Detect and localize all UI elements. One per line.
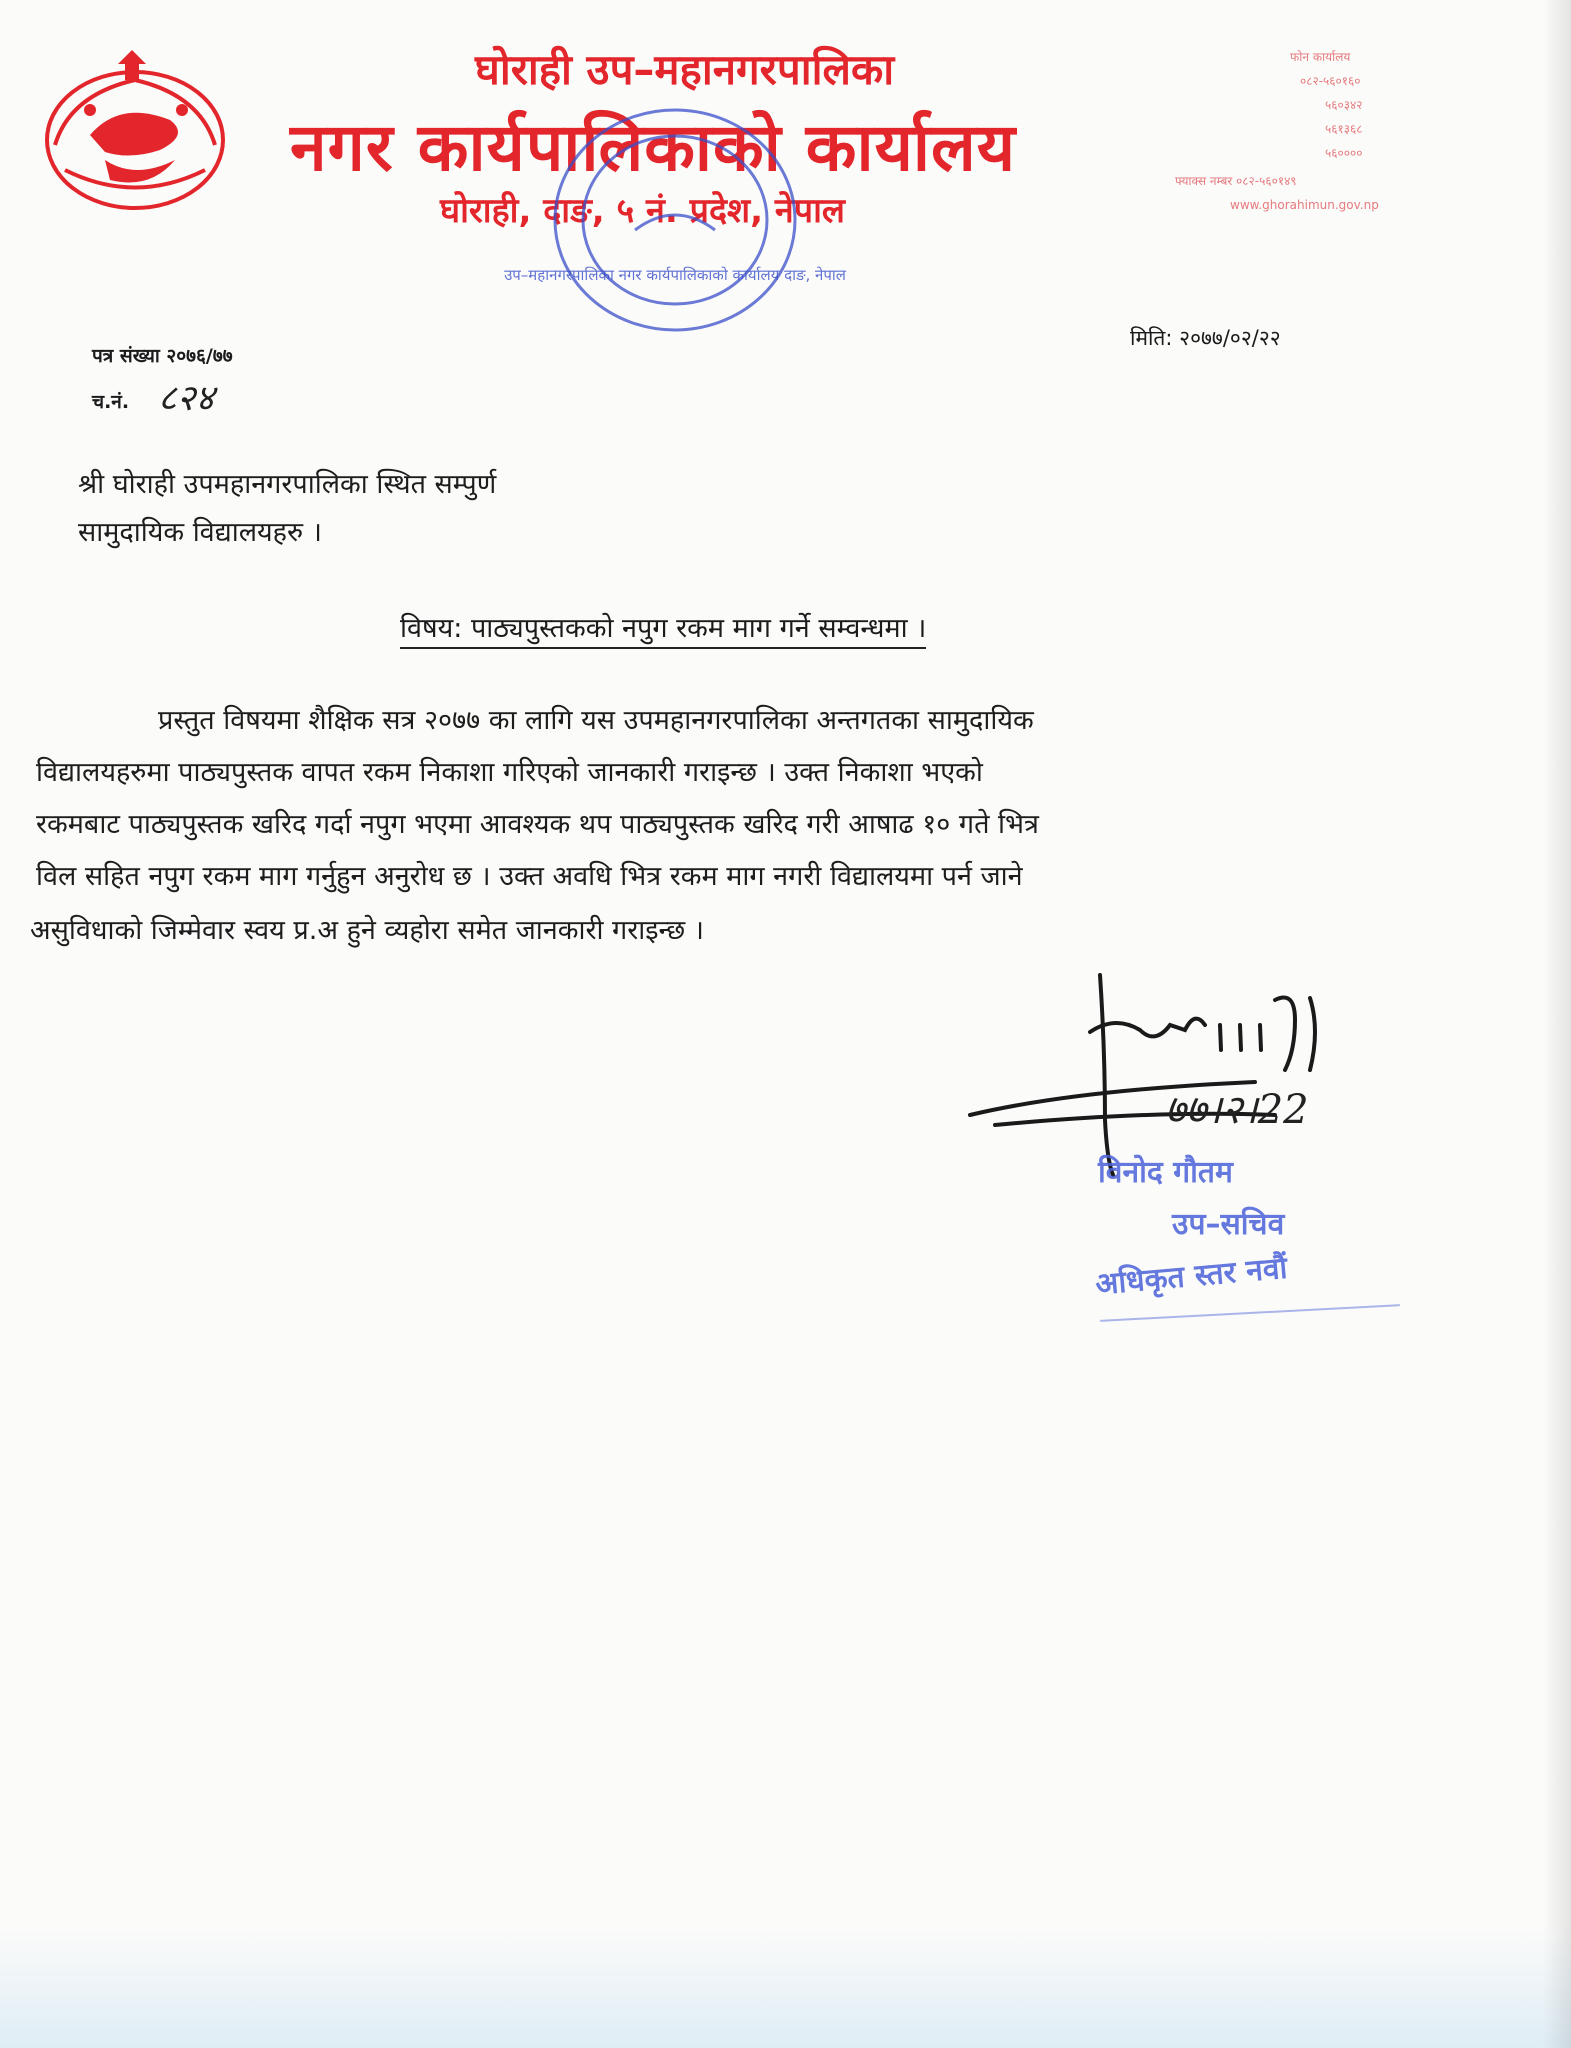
office-title: नगर कार्यपालिकाको कार्यालय — [290, 109, 1016, 186]
dispatch-label: च.नं. — [92, 391, 130, 413]
body-line: रकमबाट पाठ्यपुस्तक खरिद गर्दा नपुग भएमा आवश्यक थप पाठ्यपुस्तक खरिद गरी आषाढ १० गते भित्र — [36, 809, 1039, 840]
stamp-level: अधिकृत स्तर नवौं — [1094, 1250, 1289, 1303]
body-line: असुविधाको जिम्मेवार स्वय प्र.अ हुने व्यहोरा समेत जानकारी गराइन्छ । — [30, 915, 705, 946]
org-name-line: घोराही उप–महानगरपालिका — [475, 45, 895, 94]
phone-label: फोन कार्यालय — [1290, 50, 1351, 64]
signature-date-handwritten: ७७।२।22 — [1165, 1087, 1309, 1133]
stamp-name: विनोद गौतम — [1098, 1155, 1233, 1190]
subject-line: विषय: पाठ्यपुस्तकको नपुग रकम माग गर्ने सम्वन्धमा । — [400, 608, 926, 649]
stamp-underline — [1100, 1304, 1400, 1322]
fax-line: फ्याक्स नम्बर ०८२-५६०१४९ — [1175, 174, 1297, 188]
phone-number: ५६१३६८ — [1325, 122, 1363, 136]
scan-edge-tint — [0, 1928, 1571, 2048]
body-line: विल सहित नपुग रकम माग गर्नुहुन अनुरोध छ । उक्त अवधि भित्र रकम माग नगरी विद्यालयमा पर्न जाने — [36, 861, 1023, 892]
stamp-title: उप–सचिव — [1172, 1207, 1285, 1242]
recipient-line: श्री घोराही उपमहानगरपालिका स्थित सम्पुर्ण — [78, 469, 497, 500]
seal-text: उप–महानगरपालिका नगर कार्यपालिकाको कार्यालय दाङ, नेपाल — [504, 266, 846, 284]
letter-number: पत्र संख्या २०७६/७७ — [92, 345, 233, 367]
body-line: प्रस्तुत विषयमा शैक्षिक सत्र २०७७ का लागि यस उपमहानगरपालिका अन्तगतका सामुदायिक — [158, 705, 1034, 736]
recipient-line: सामुदायिक विद्यालयहरु । — [78, 517, 322, 548]
address-line: घोराही, दाङ, ५ नं. प्रदेश, नेपाल — [440, 191, 845, 231]
dispatch-number-handwritten: ८२४ — [158, 378, 215, 419]
body-line: विद्यालयहरुमा पाठ्यपुस्तक वापत रकम निकाशा गरिएको जानकारी गराइन्छ । उक्त निकाशा भएको — [36, 757, 983, 788]
phone-number: ५६०३४२ — [1325, 98, 1363, 112]
website-url: www.ghorahimun.gov.np — [1230, 198, 1379, 212]
phone-number: ५६०००० — [1325, 146, 1363, 160]
scan-edge-shadow — [1543, 0, 1571, 2048]
nepal-emblem-icon — [30, 40, 240, 220]
letter-date: मिति: २०७७/०२/२२ — [1130, 326, 1281, 350]
office-seal-icon — [504, 160, 846, 340]
phone-number: ०८२-५६०१६० — [1300, 74, 1361, 88]
